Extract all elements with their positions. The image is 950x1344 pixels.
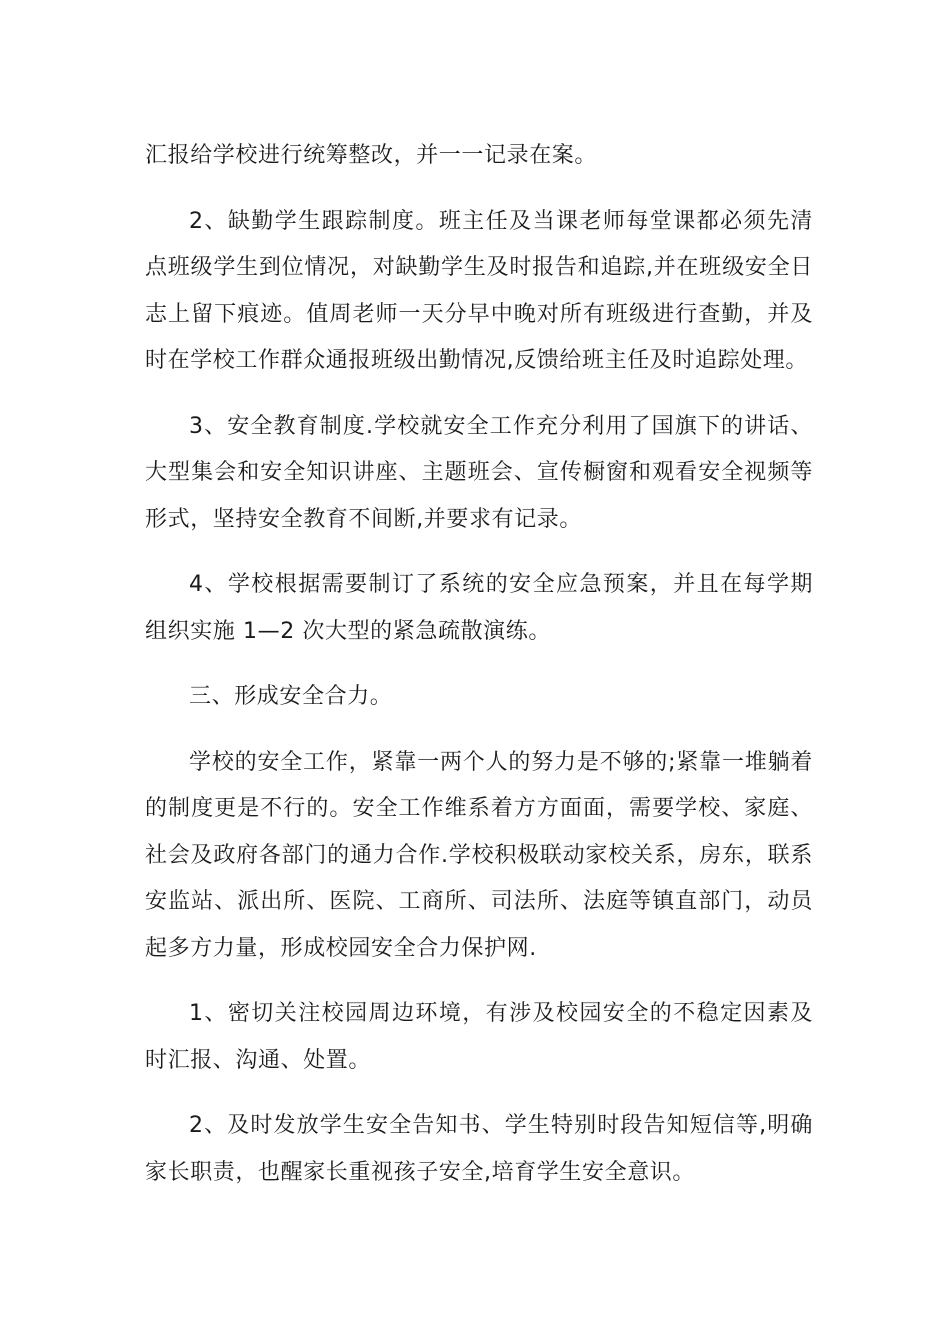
paragraph-emergency-plan: 4、学校根据需要制订了系统的安全应急预案，并且在每学期组织实施 1—2 次大型的紧急疏散演练。	[145, 572, 813, 644]
document-body	[145, 133, 813, 1215]
paragraph-parent-notice: 2、及时发放学生安全告知书、学生特别时段告知短信等,明确家长职责，也醒家长重视孩子安全,培育学生安全意识。	[145, 1113, 813, 1185]
paragraph-continued: 汇报给学校进行统筹整改，并一一记录在案。	[145, 143, 598, 168]
paragraph-surroundings: 1、密切关注校园周边环境，有涉及校园安全的不稳定因素及时汇报、沟通、处置。	[145, 1001, 813, 1073]
paragraph-absence-tracking: 2、缺勤学生跟踪制度。班主任及当课老师每堂课都必须先清点班级学生到位情况，对缺勤学生及时报告和追踪,并在班级安全日志上留下痕迹。值周老师一天分早中晚对所有班级进行查勤，并及时在学校工作群众通报班级出勤情况,反馈给班主任及时追踪处理。	[145, 208, 813, 373]
paragraph-safety-cooperation: 学校的安全工作，紧靠一两个人的努力是不够的;紧靠一堆躺着的制度更是不行的。安全工作维系着方方面面，需要学校、家庭、社会及政府各部门的通力合作.学校积极联动家校关系，房东，联系安监站、派出所、医院、工商所、司法所、法庭等镇直部门，动员起多方力量，形成校园安全合力保护网.	[145, 749, 813, 961]
section-heading: 三、形成安全合力。	[189, 684, 393, 709]
paragraph-safety-education: 3、安全教育制度.学校就安全工作充分利用了国旗下的讲话、大型集会和安全知识讲座、主题班会、宣传橱窗和观看安全视频等形式，坚持安全教育不间断,并要求有记录。	[145, 413, 813, 532]
